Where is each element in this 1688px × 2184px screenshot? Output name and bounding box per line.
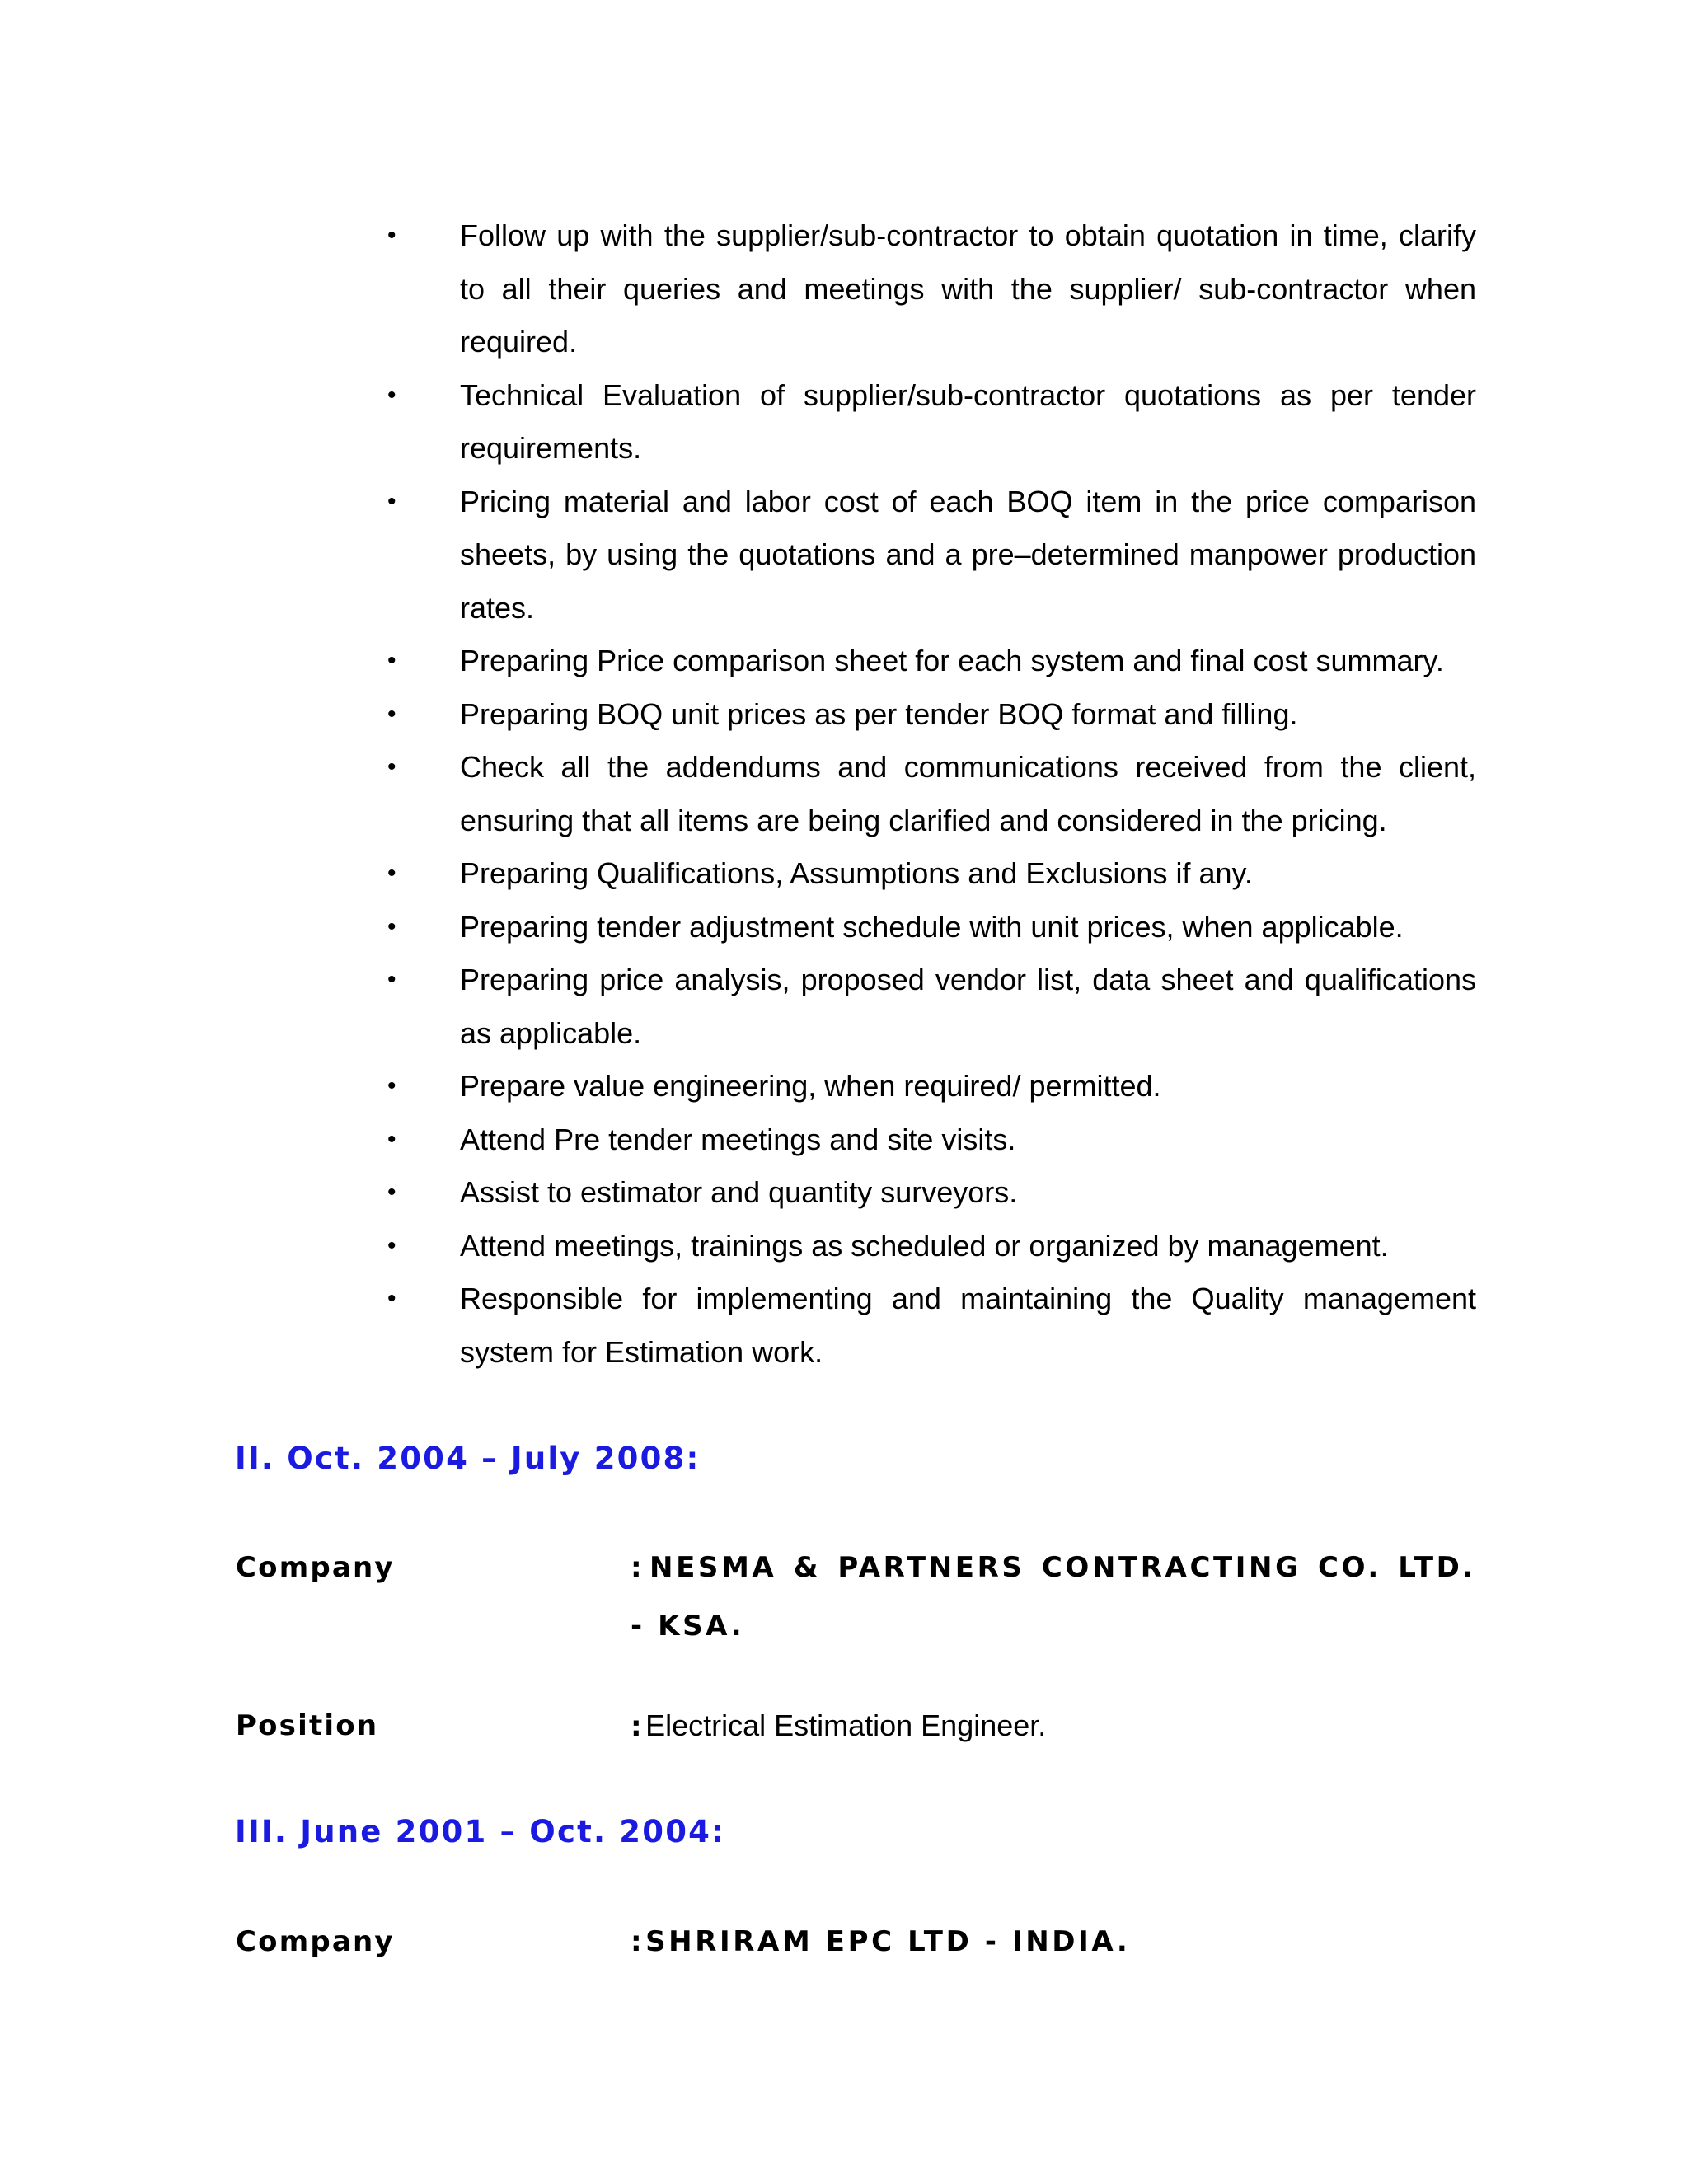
responsibility-text: Prepare value engineering, when required/ permitted. xyxy=(460,1069,1161,1103)
responsibility-text: Preparing price analysis, proposed vendor list, data sheet and qualifications as applicable. xyxy=(460,963,1476,1050)
bullet-icon: • xyxy=(387,222,396,249)
bullet-icon: • xyxy=(387,912,396,940)
company-value xyxy=(631,1541,1476,1658)
responsibilities-list xyxy=(0,209,1688,1379)
company-name: NESMA & PARTNERS CONTRACTING CO. LTD. - KSA. xyxy=(631,1551,1476,1643)
responsibility-text: Preparing BOQ unit prices as per tender BOQ format and filling. xyxy=(460,696,1298,731)
bullet-icon: • xyxy=(387,1072,396,1099)
responsibility-item xyxy=(0,476,1476,635)
employment-period-heading: III. June 2001 – Oct. 2004: xyxy=(235,1814,726,1849)
responsibility-item xyxy=(0,1113,1476,1167)
company-value xyxy=(631,1915,1476,1974)
responsibility-text: Assist to estimator and quantity surveyors. xyxy=(460,1175,1018,1209)
company-label: Company xyxy=(236,1551,395,1584)
responsibility-item xyxy=(0,369,1476,476)
responsibility-item xyxy=(0,1166,1476,1220)
responsibility-text: Check all the addendums and communications received from the client, ensuring that all items are being clarified and considered in the pricing. xyxy=(460,750,1476,837)
responsibility-item xyxy=(0,1220,1476,1273)
responsibility-item xyxy=(0,741,1476,847)
employment-period-heading: II. Oct. 2004 – July 2008: xyxy=(235,1441,701,1476)
position-title: Electrical Estimation Engineer. xyxy=(645,1708,1047,1742)
position-value xyxy=(631,1699,1476,1759)
responsibility-item xyxy=(0,901,1476,954)
responsibility-text: Preparing Qualifications, Assumptions and Exclusions if any. xyxy=(460,856,1253,890)
bullet-icon: • xyxy=(387,860,396,887)
responsibility-item xyxy=(0,635,1476,688)
bullet-icon: • xyxy=(387,381,396,409)
responsibility-text: Follow up with the supplier/sub-contractor to obtain quotation in time, clarify to all their queries and meetings with the supplier/ sub-contractor when required. xyxy=(460,218,1476,359)
responsibility-text: Attend meetings, trainings as scheduled or organized by management. xyxy=(460,1228,1389,1263)
bullet-icon: • xyxy=(387,487,396,515)
company-label: Company xyxy=(236,1925,395,1958)
bullet-icon: • xyxy=(387,966,396,993)
bullet-icon: • xyxy=(387,1179,396,1206)
responsibility-item xyxy=(0,954,1476,1060)
responsibility-item xyxy=(0,209,1476,369)
position-label: Position xyxy=(236,1709,379,1742)
responsibility-item xyxy=(0,1060,1476,1113)
responsibility-text: Preparing Price comparison sheet for each system and final cost summary. xyxy=(460,644,1444,677)
bullet-icon: • xyxy=(387,1125,396,1153)
bullet-icon: • xyxy=(387,1285,396,1312)
responsibility-item xyxy=(0,1272,1476,1379)
bullet-icon: • xyxy=(387,647,396,674)
field-separator: : xyxy=(631,1710,642,1743)
bullet-icon: • xyxy=(387,753,396,780)
field-separator: : xyxy=(631,1925,642,1958)
responsibility-text: Responsible for implementing and maintaining the Quality management system for Estimation work. xyxy=(460,1282,1476,1369)
bullet-icon: • xyxy=(387,700,396,728)
company-name: SHRIRAM EPC LTD - INDIA. xyxy=(645,1925,1131,1958)
responsibility-text: Preparing tender adjustment schedule with unit prices, when applicable. xyxy=(460,909,1404,944)
responsibility-item xyxy=(0,688,1476,742)
bullet-icon: • xyxy=(387,1231,396,1259)
responsibility-item xyxy=(0,847,1476,901)
field-separator: : xyxy=(631,1551,642,1584)
responsibility-text: Pricing material and labor cost of each BOQ item in the price comparison sheets, by using the quotations and a pre–determined manpower production rates. xyxy=(460,484,1476,625)
responsibility-text: Attend Pre tender meetings and site visits. xyxy=(460,1122,1016,1156)
responsibility-text: Technical Evaluation of supplier/sub-contractor quotations as per tender requirements. xyxy=(460,377,1476,465)
